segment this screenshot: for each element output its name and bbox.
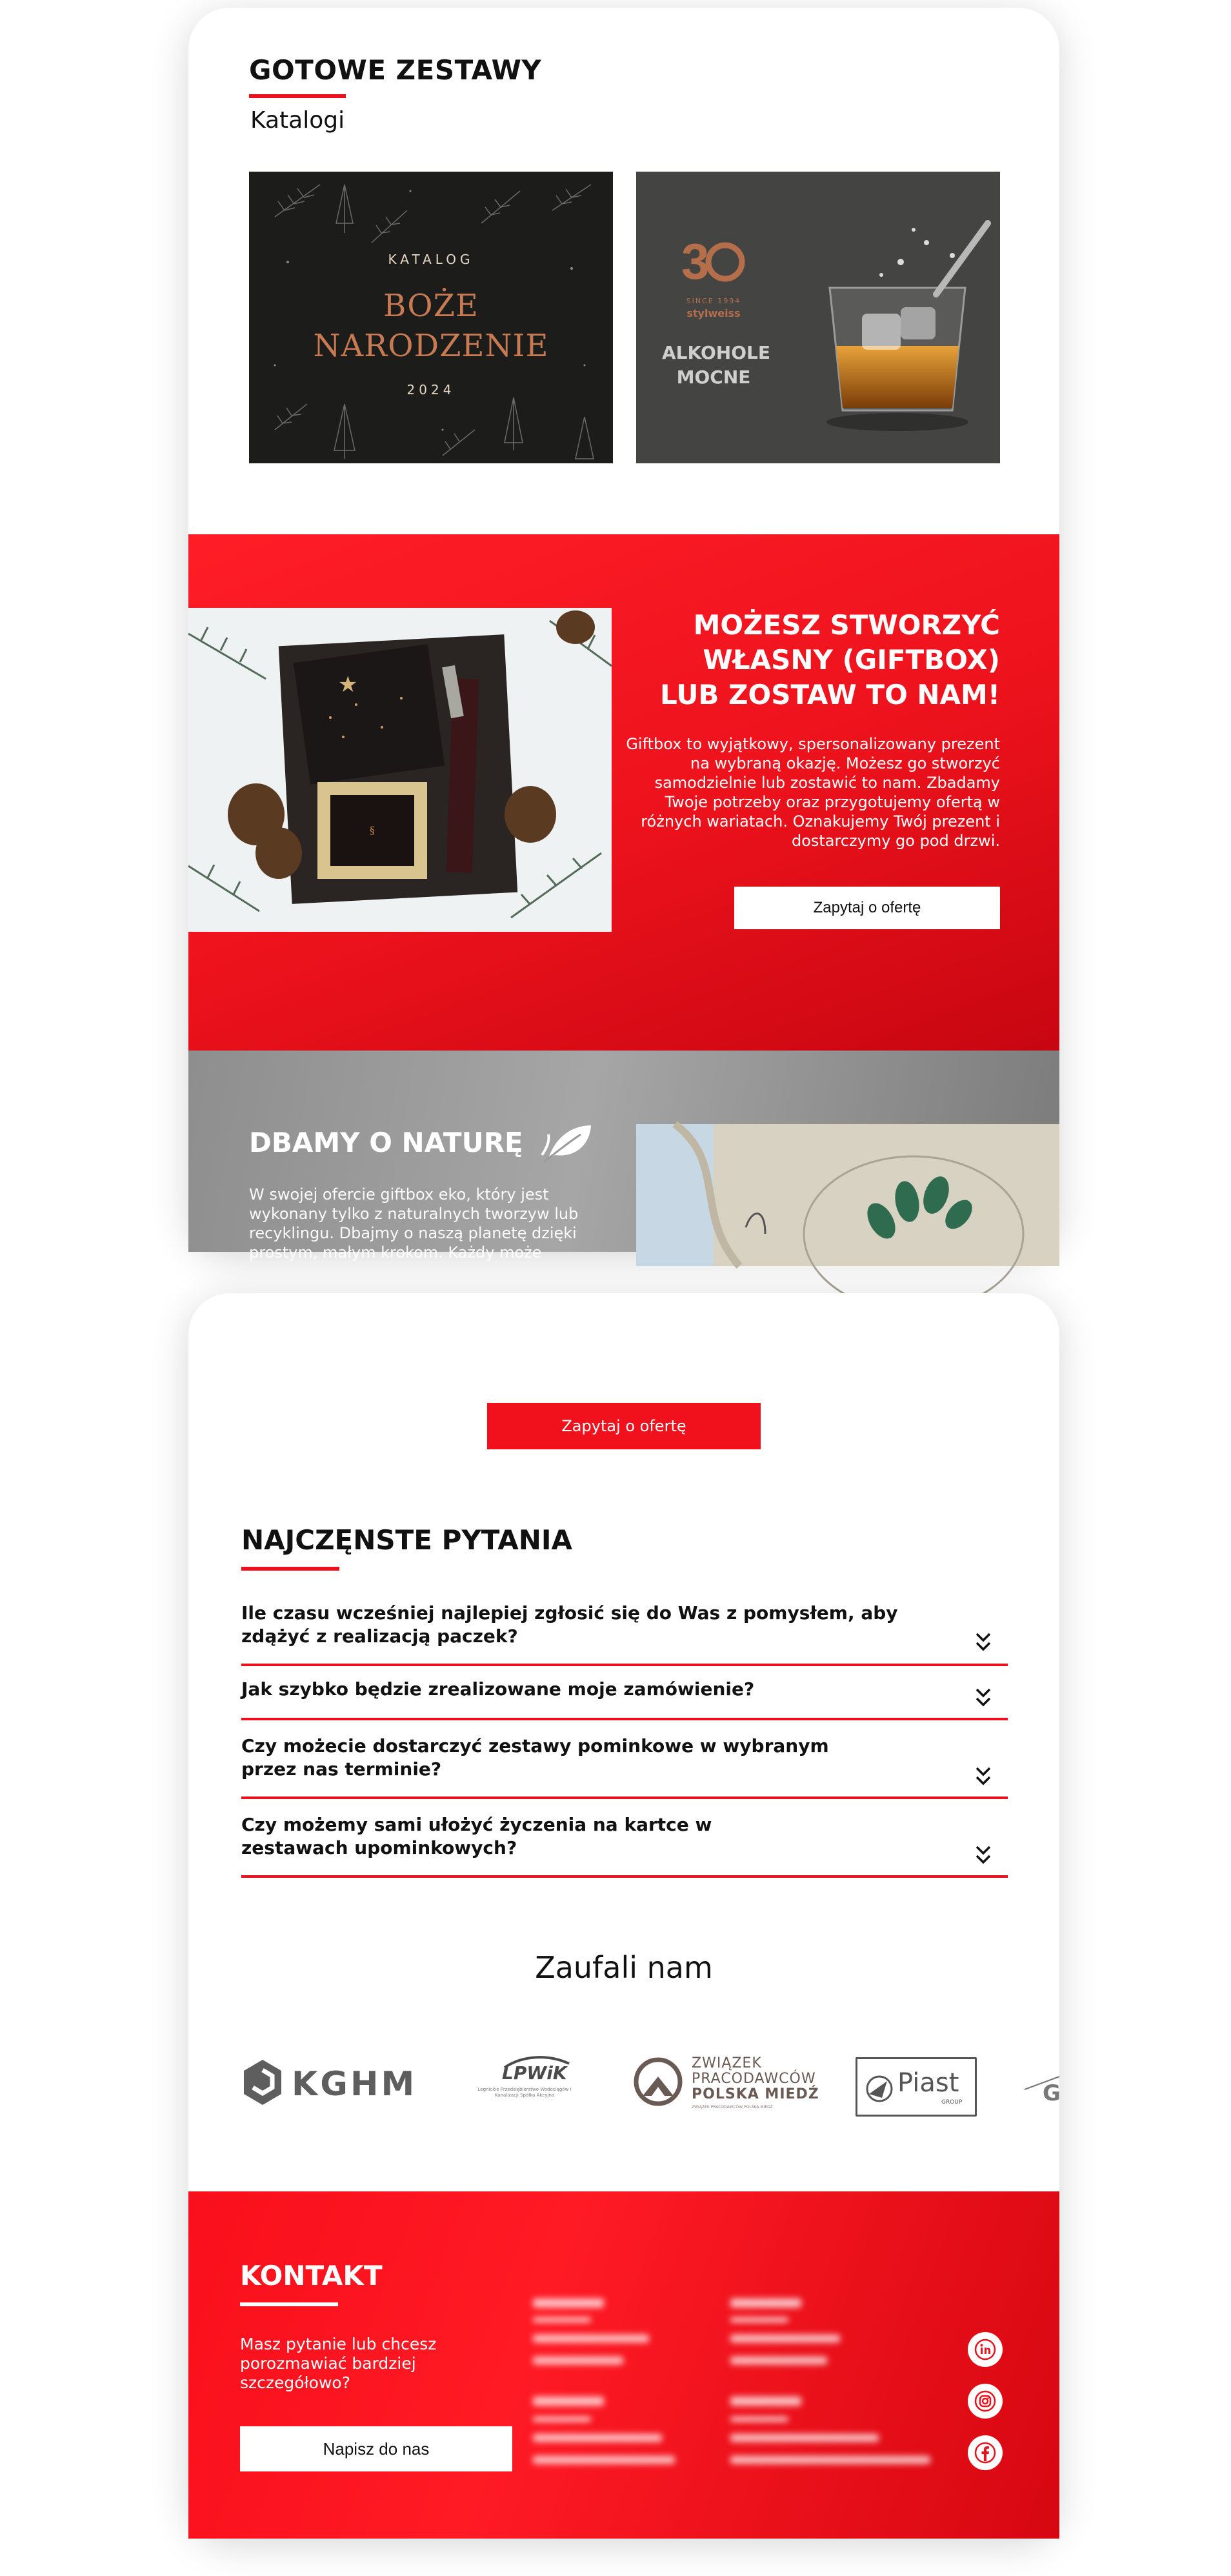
zpm-logo-text xyxy=(692,2056,819,2102)
nature-section xyxy=(188,1051,1059,1262)
faq-question: Jak szybko będzie zrealizowane moje zamówienie? xyxy=(241,1678,755,1700)
brand-label: stylweiss xyxy=(686,307,741,319)
svg-text:3: 3 xyxy=(681,233,710,290)
partial-logo-text: G xyxy=(1043,2080,1061,2106)
giftbox-heading-line1: MOŻESZ STWORZYĆ xyxy=(693,609,1000,641)
catalog-alcohol-title xyxy=(662,341,770,390)
linkedin-icon[interactable] xyxy=(968,2332,1003,2367)
piast-logo-subtext: GROUP xyxy=(941,2099,963,2106)
giftbox-heading-line3: LUB ZOSTAW TO NAM! xyxy=(660,679,1000,710)
instagram-icon[interactable] xyxy=(968,2384,1003,2419)
zpm-logo-icon xyxy=(634,2057,683,2106)
whisky-glass-illustration xyxy=(804,217,997,462)
catalog-christmas-year: 2024 xyxy=(406,382,455,397)
faq-question: Czy możemy sami ułożyć życzenia na kartce w zestawach upominkowych? xyxy=(241,1814,712,1858)
faq-title: NAJCZĘNSTE PYTANIA xyxy=(241,1524,572,1556)
chevron-double-down-icon[interactable] xyxy=(974,1766,992,1787)
giftbox-image xyxy=(188,608,612,932)
chevron-double-down-icon[interactable] xyxy=(974,1687,992,1709)
leaf-icon xyxy=(541,1122,595,1163)
catalog-alcohol-line2: MOCNE xyxy=(676,367,751,388)
offer-button[interactable]: Zapytaj o ofertę xyxy=(487,1403,761,1449)
lpwik-logo-subtext: Legnickie Przedsiębiorstwo Wodociągów i Kanalizacji Spółka Akcyjna xyxy=(477,2087,572,2098)
zpm-logo-subtext: ZWIĄZEK PRACODAWCÓW POLSKA MIEDŹ xyxy=(692,2105,773,2109)
faq-question: Czy możecie dostarczyć zestawy pominkowe w wybranym przez nas terminie? xyxy=(241,1735,829,1780)
kghm-logo-icon xyxy=(243,2058,283,2106)
catalogs-subtitle: Katalogi xyxy=(250,107,345,134)
piast-logo-text: Piast xyxy=(897,2068,959,2098)
chevron-double-down-icon[interactable] xyxy=(974,1631,992,1653)
catalog-christmas-line1: BOŻE xyxy=(383,288,479,324)
svg-text:§: § xyxy=(370,824,375,836)
eco-bag-photo xyxy=(636,1124,1059,1266)
piast-logo xyxy=(856,2057,977,2117)
faq-item-2[interactable] xyxy=(241,1676,1008,1720)
faq-title-underline xyxy=(241,1567,339,1571)
giftbox-section xyxy=(188,534,1059,1051)
zpm-line2: PRACODAWCÓW xyxy=(692,2071,816,2087)
catalog-alcohol-line1: ALKOHOLE xyxy=(662,342,770,363)
giftbox-description: Giftbox to wyjątkowy, spersonalizowany prezent na wybraną okazję. Możesz go stworzyć samodzielnie lub zostawić to nam. Zbadamy Twoje potrzeby oraz przygotujemy ofertą w różnych wariatach. Oznakujemy Twój prezent i dostarczymy go pod drzwi. xyxy=(626,735,1000,850)
giftbox-photo xyxy=(188,608,612,932)
faq-contact-card xyxy=(188,1293,1059,2539)
client-logos xyxy=(188,2044,1059,2122)
catalog-christmas-line2: NARODZENIE xyxy=(313,328,549,364)
sets-title-underline xyxy=(249,94,346,98)
kghm-logo-text: KGHM xyxy=(292,2065,417,2104)
contact-description: Masz pytanie lub chcesz porozmawiać bardziej szczegółowo? xyxy=(240,2335,437,2392)
contact-section xyxy=(188,2191,1059,2539)
sets-card xyxy=(188,8,1059,1262)
nature-description: W swojej ofercie giftbox eko, który jest wykonany tylko z naturalnych tworzyw lub recyklingu. Dbajmy o naszą planetę dzięki prostym, małym krokom. Każdy może xyxy=(249,1185,579,1262)
giftbox-heading xyxy=(613,608,1000,712)
zpm-line3: POLSKA MIEDŹ xyxy=(692,2086,819,2102)
piast-logo-icon xyxy=(865,2075,894,2103)
write-to-us-button[interactable]: Napisz do nas xyxy=(240,2426,512,2471)
contact-title: KONTAKT xyxy=(240,2260,383,2291)
faq-item-3[interactable] xyxy=(241,1732,1008,1799)
faq-item-4[interactable] xyxy=(241,1811,1008,1878)
zpm-line1: ZWIĄZEK xyxy=(692,2055,762,2071)
giftbox-offer-button[interactable]: Zapytaj o ofertę xyxy=(734,887,1000,929)
nature-title: DBAMY O NATURĘ xyxy=(249,1127,523,1158)
facebook-icon[interactable] xyxy=(968,2435,1003,2470)
trusted-title: Zaufali nam xyxy=(535,1950,713,1985)
catalog-christmas-label: KATALOG xyxy=(388,252,474,267)
giftbox-heading-line2: WŁASNY (GIFTBOX) xyxy=(703,644,1000,676)
sets-title: GOTOWE ZESTAWY xyxy=(249,54,542,86)
eco-bag-image xyxy=(636,1124,1059,1266)
lpwik-logo-text: LPWiK xyxy=(502,2062,567,2084)
catalog-strong-alcohol[interactable] xyxy=(636,172,1000,463)
contact-title-underline xyxy=(240,2302,338,2306)
since-label: SINCE 1994 xyxy=(686,297,741,305)
svg-text:★: ★ xyxy=(338,672,358,698)
faq-question: Ile czasu wcześniej najlepiej zgłosić się do Was z pomysłem, aby zdążyć z realizacją paczek? xyxy=(241,1602,898,1647)
chevron-double-down-icon[interactable] xyxy=(974,1844,992,1866)
faq-item-1[interactable] xyxy=(241,1599,1008,1666)
anniversary-30-logo xyxy=(681,234,746,292)
catalog-christmas[interactable] xyxy=(249,172,613,463)
